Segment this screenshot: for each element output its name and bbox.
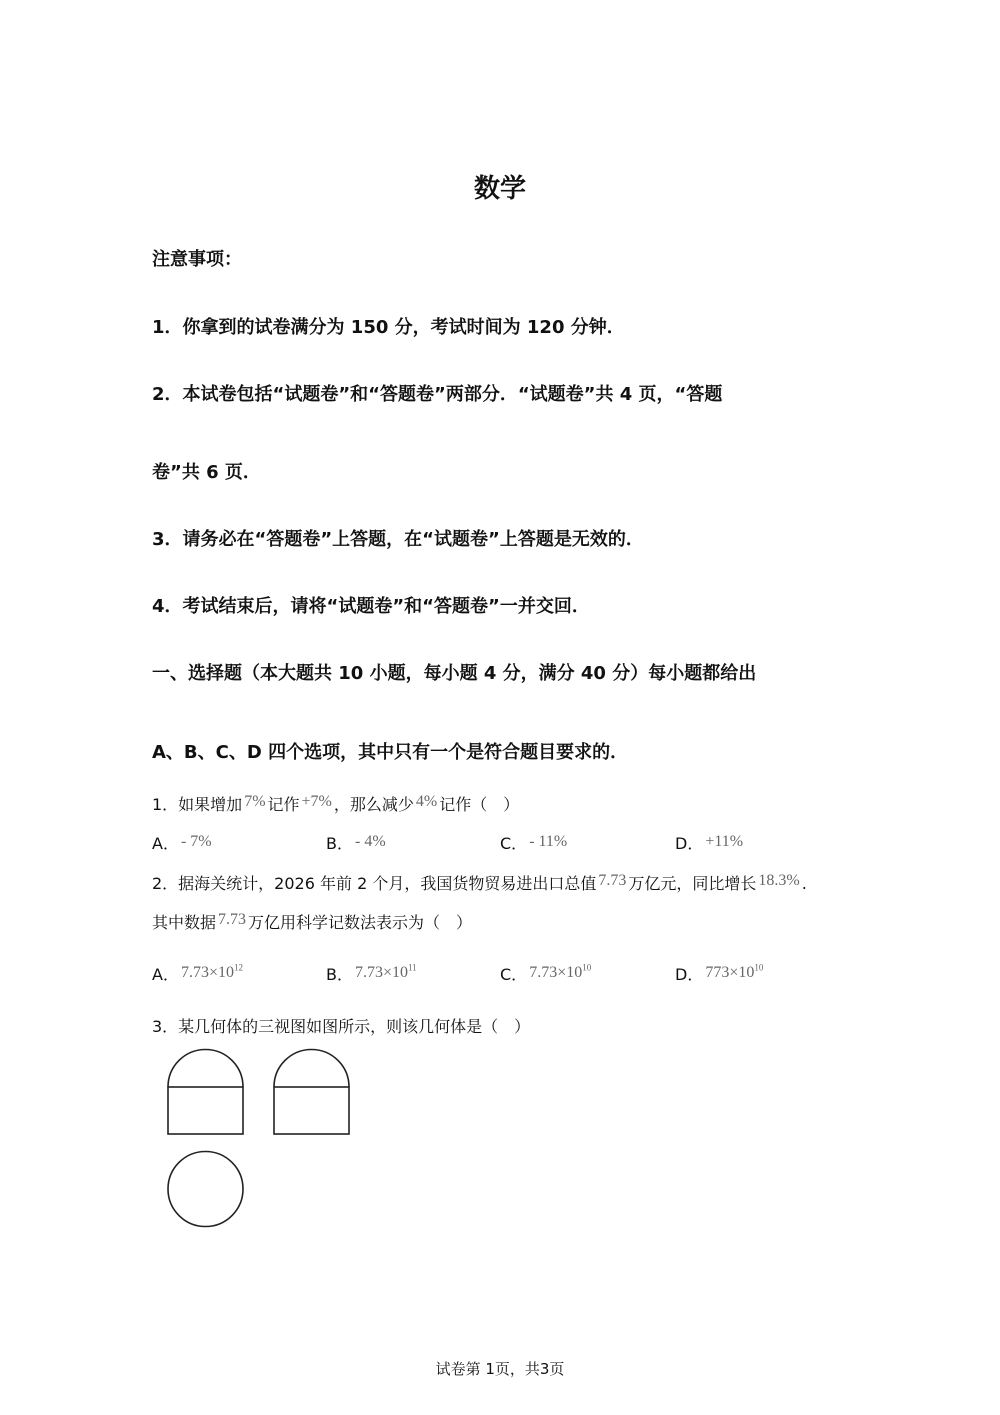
side-view-body [274,1087,349,1134]
q2-text-4: 其中数据 [152,913,217,932]
q2-option-b [326,962,419,985]
side-view-dome [274,1050,349,1088]
q2-option-a [152,962,245,985]
q1-option-d [675,831,745,854]
question-2-stem-line-2 [152,910,472,933]
q1-text-2: 记作 [267,795,300,814]
q1-math-2: +7% [301,793,332,810]
notice-heading: 注意事项： [152,249,242,270]
q1-math-1: 7% [244,793,266,810]
q1-math-3: 4% [415,793,438,810]
q2-option-d [675,962,765,985]
q1-option-c [500,831,569,854]
option-label: D． [675,965,704,984]
option-value: - 7% [180,833,212,850]
option-label: C． [500,965,528,984]
notice-item-3: 3．请务必在“答题卷”上答题，在“试题卷”上答题是无效的． [152,529,644,550]
side-view [274,1050,349,1135]
q1-text-4: 记作（ ） [439,795,520,814]
section-1-line-2: A、B、C、D 四个选项，其中只有一个是符合题目要求的． [152,742,629,763]
page-title: 数学 [473,174,526,204]
option-label: B． [326,965,353,984]
question-1-stem [152,792,519,815]
option-value: $773\times 10^{10}$ [705,962,764,981]
option-value: $7.73\times 10^{10}$ [529,962,592,981]
q1-text-3: ，那么减少 [333,795,414,814]
q1-text-1: 1．如果增加 [152,795,243,814]
notice-item-4: 4．考试结束后，请将“试题卷”和“答题卷”一并交回． [152,596,590,617]
option-label: C． [500,834,528,853]
option-value: +11% [705,833,744,850]
option-label: A． [152,834,179,853]
q1-option-b [326,831,388,854]
notice-item-2-line-1: 2．本试卷包括“试题卷”和“答题卷”两部分．“试题卷”共 4 页，“答题 [152,384,723,405]
q2-text-2: 万亿元，同比增长 [628,874,757,893]
option-label: D． [675,834,704,853]
front-view-body [168,1087,243,1134]
q2-text-5: 万亿用科学记数法表示为（ ） [248,913,473,932]
q2-math-1: 7.73 [598,872,627,889]
q2-text-1: 2．据海关统计，2026 年前 2 个月，我国货物贸易进出口总值 [152,874,597,893]
section-1-line-1: 一、选择题（本大题共 10 小题，每小题 4 分，满分 40 分）每小题都给出 [152,663,757,684]
option-value: - 11% [529,833,568,850]
page-footer: 试卷第 1页，共3页 [435,1360,565,1378]
question-3-stem: 3．某几何体的三视图如图所示，则该几何体是（ ） [152,1017,531,1036]
q1-option-a [152,831,214,854]
option-value: $7.73\times 10^{12}$ [180,962,243,981]
q2-text-3: . [801,874,807,893]
option-label: B． [326,834,353,853]
front-view-dome [168,1050,243,1088]
front-view [168,1050,243,1135]
notice-item-1: 1．你拿到的试卷满分为 150 分，考试时间为 120 分钟． [152,317,625,338]
option-value: $7.73\times 10^{11}$ [354,962,417,981]
option-value: - 4% [354,833,386,850]
option-label: A． [152,965,179,984]
q2-option-c [500,962,593,985]
q2-math-2: 18.3% [758,872,800,889]
question-2-stem-line-1 [152,871,807,894]
q2-math-3: 7.73 [218,911,247,928]
notice-item-2-line-2: 卷”共 6 页． [152,462,261,483]
three-view-figure [160,1040,360,1235]
top-view-circle [168,1152,243,1227]
